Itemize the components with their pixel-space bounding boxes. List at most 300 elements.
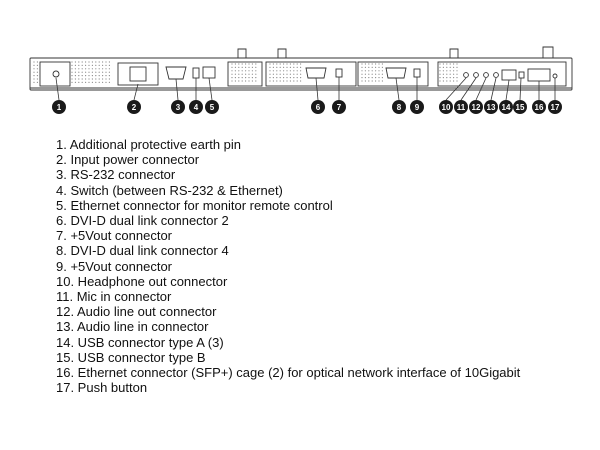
vent-dot	[248, 77, 249, 78]
vent-dot	[105, 61, 106, 62]
callout-9	[410, 77, 424, 114]
vent-dot	[255, 80, 256, 81]
vent-dot	[231, 74, 232, 75]
vent-dot	[245, 77, 246, 78]
vent-dot	[85, 82, 86, 83]
vent-dot	[290, 74, 291, 75]
vent-dot	[283, 74, 284, 75]
vent-dot	[252, 80, 253, 81]
vent-dot	[231, 67, 232, 68]
vent-dot	[71, 75, 72, 76]
vent-dot	[280, 70, 281, 71]
vent-dot	[450, 80, 451, 81]
vent-dot	[255, 74, 256, 75]
vent-dot	[276, 80, 277, 81]
vent-dot	[105, 75, 106, 76]
vent-dot	[78, 68, 79, 69]
callout-5	[205, 78, 219, 114]
callout-number-12: 12	[471, 103, 481, 112]
callout-number-10: 10	[441, 103, 451, 112]
vent-dot	[33, 68, 34, 69]
vent-dot	[235, 80, 236, 81]
vent-dot	[109, 61, 110, 62]
vent-dot	[109, 75, 110, 76]
vent-dot	[95, 75, 96, 76]
vent-dot	[37, 78, 38, 79]
legend-item-11: 11. Mic in connector	[56, 289, 172, 305]
earth-pin	[53, 71, 59, 77]
vent-dot	[238, 70, 239, 71]
headphone-jack	[464, 73, 469, 78]
vent-dot	[368, 74, 369, 75]
vent-dot	[88, 65, 89, 66]
vent-dot	[238, 63, 239, 64]
vent-dot	[269, 74, 270, 75]
vent-dot	[245, 63, 246, 64]
vent-dot	[75, 82, 76, 83]
vent-dot	[37, 72, 38, 73]
vent-dot	[242, 63, 243, 64]
vent-dot	[102, 82, 103, 83]
vent-dot	[361, 74, 362, 75]
legend-item-1: 1. Additional protective earth pin	[56, 137, 242, 152]
callout-number-15: 15	[515, 103, 525, 112]
vent-dot	[231, 63, 232, 64]
vent-dot	[82, 82, 83, 83]
vent-dot	[293, 67, 294, 68]
vent-dot	[269, 70, 270, 71]
vent-dot	[453, 74, 454, 75]
vent-dot	[75, 61, 76, 62]
vent-dot	[297, 74, 298, 75]
push-button	[553, 74, 557, 78]
callout-leader-2	[134, 84, 138, 100]
vent-dot	[446, 80, 447, 81]
legend-item-17: 17. Push button	[56, 380, 148, 396]
callout-number-13: 13	[486, 103, 496, 112]
vent-dot	[372, 70, 373, 71]
vent-dot	[105, 78, 106, 79]
vent-dot	[82, 61, 83, 62]
legend-item-16: 16. Ethernet connector (SFP+) cage (2) for optical network interface of 10Gigabit	[56, 365, 521, 381]
vent-dot	[361, 63, 362, 64]
vent-dot	[273, 70, 274, 71]
mode-switch	[193, 68, 199, 78]
vent-dot	[269, 80, 270, 81]
vent-dot	[290, 77, 291, 78]
vent-dot	[248, 70, 249, 71]
callout-leader-1	[56, 78, 59, 100]
vent-dot	[456, 67, 457, 68]
vent-dot	[109, 82, 110, 83]
vent-dot	[273, 74, 274, 75]
vent-dot	[95, 61, 96, 62]
vent-dot	[95, 82, 96, 83]
vent-dot	[453, 77, 454, 78]
vent-dot	[293, 77, 294, 78]
vent-dot	[273, 67, 274, 68]
vent-dot	[102, 65, 103, 66]
vent-dot	[453, 80, 454, 81]
vent-dot	[235, 63, 236, 64]
vent-dot	[95, 68, 96, 69]
vent-dot	[99, 65, 100, 66]
vent-dot	[105, 72, 106, 73]
vent-dot	[365, 63, 366, 64]
rs232-connector	[166, 67, 186, 79]
callout-number-17: 17	[550, 103, 560, 112]
vent-dot	[92, 72, 93, 73]
callout-1	[52, 78, 66, 114]
vent-dot	[378, 80, 379, 81]
vent-dot	[71, 68, 72, 69]
vent-dot	[382, 67, 383, 68]
vent-dot	[368, 70, 369, 71]
vent-dot	[88, 75, 89, 76]
vent-dot	[368, 77, 369, 78]
vent-dot	[276, 74, 277, 75]
vent-dot	[372, 63, 373, 64]
vent-dot	[280, 67, 281, 68]
vent-dot	[33, 65, 34, 66]
vent-dot	[365, 67, 366, 68]
vent-dot	[269, 63, 270, 64]
vent-dot	[443, 70, 444, 71]
vent-dot	[238, 80, 239, 81]
vent-dot	[443, 74, 444, 75]
vent-dot	[255, 67, 256, 68]
vent-dot	[252, 74, 253, 75]
vent-dot	[283, 70, 284, 71]
vent-dot	[439, 70, 440, 71]
vent-dot	[297, 77, 298, 78]
vent-dot	[109, 68, 110, 69]
vent-dot	[109, 78, 110, 79]
vent-dot	[37, 65, 38, 66]
vent-dot	[283, 77, 284, 78]
legend-item-15: 15. USB connector type B	[56, 349, 206, 365]
vent-dot	[105, 82, 106, 83]
vent-dot	[235, 70, 236, 71]
mount-tab-far-right	[543, 47, 553, 58]
vent-dot	[293, 74, 294, 75]
vent-dot	[75, 68, 76, 69]
vent-dot	[85, 65, 86, 66]
vent-dot	[242, 70, 243, 71]
callout-number-5: 5	[209, 103, 215, 112]
vent-dot	[375, 67, 376, 68]
vent-dot	[290, 80, 291, 81]
vent-dot	[361, 77, 362, 78]
vent-dot	[99, 68, 100, 69]
vent-dot	[88, 72, 89, 73]
dvi-module-1	[266, 62, 356, 86]
callout-number-3: 3	[175, 103, 181, 112]
vent-dot	[368, 67, 369, 68]
callout-number-8: 8	[396, 103, 402, 112]
callout-number-14: 14	[501, 103, 511, 112]
vent-dot	[248, 80, 249, 81]
callout-7	[332, 77, 346, 114]
vent-dot	[280, 74, 281, 75]
vent-dot	[273, 63, 274, 64]
vent-dot	[443, 80, 444, 81]
vent-dot	[242, 77, 243, 78]
vent-dot	[382, 70, 383, 71]
vent-dot	[290, 63, 291, 64]
vent-dot	[293, 63, 294, 64]
vent-dot	[255, 77, 256, 78]
mount-tab-center	[278, 49, 286, 58]
vent-dot	[71, 61, 72, 62]
vent-dot	[102, 78, 103, 79]
callout-4	[189, 78, 203, 114]
vent-dot	[242, 80, 243, 81]
vent-dot	[78, 82, 79, 83]
vent-dot	[286, 74, 287, 75]
callout-leader-6	[316, 78, 318, 100]
vent-dot	[99, 75, 100, 76]
legend-item-6: 6. DVI-D dual link connector 2	[56, 213, 229, 229]
legend-item-14: 14. USB connector type A (3)	[56, 334, 224, 350]
vent-dot	[242, 67, 243, 68]
callout-number-11: 11	[456, 103, 466, 112]
vent-dot	[99, 72, 100, 73]
vent-dot	[102, 61, 103, 62]
vent-dot	[248, 74, 249, 75]
legend-item-12: 12. Audio line out connector	[56, 304, 217, 320]
vent-dot	[450, 77, 451, 78]
vent-dot	[286, 63, 287, 64]
vent-dot	[37, 82, 38, 83]
vent-dot	[92, 61, 93, 62]
vent-dot	[450, 70, 451, 71]
vent-dot	[99, 82, 100, 83]
vent-dot	[300, 74, 301, 75]
vent-dot	[78, 72, 79, 73]
vent-dot	[280, 63, 281, 64]
usb-5v-port-1	[336, 69, 342, 77]
vent-dot	[439, 80, 440, 81]
mount-tab-right	[450, 49, 458, 58]
vent-dot	[82, 68, 83, 69]
vent-dot	[78, 65, 79, 66]
vent-dot	[33, 72, 34, 73]
vent-dot	[75, 72, 76, 73]
vent-dot	[33, 78, 34, 79]
vent-dot	[85, 72, 86, 73]
usb-a-ports	[502, 70, 516, 80]
vent-dot	[297, 63, 298, 64]
vent-dot	[71, 78, 72, 79]
vent-dot	[248, 63, 249, 64]
callout-6	[311, 78, 325, 114]
vent-dot	[235, 77, 236, 78]
legend-item-4: 4. Switch (between RS-232 & Ethernet)	[56, 182, 283, 198]
vent-dot	[286, 70, 287, 71]
mount-tab-left	[238, 49, 246, 58]
vent-dot	[365, 77, 366, 78]
vent-dot	[92, 78, 93, 79]
vent-dot	[300, 77, 301, 78]
vent-dot	[245, 80, 246, 81]
vent-dot	[382, 74, 383, 75]
vent-dot	[378, 67, 379, 68]
vent-dot	[280, 77, 281, 78]
vent-dot	[92, 68, 93, 69]
vent-dot	[78, 75, 79, 76]
mic-jack	[474, 73, 479, 78]
vent-dot	[242, 74, 243, 75]
vent-dot	[439, 74, 440, 75]
vent-dot	[33, 82, 34, 83]
vent-dot	[109, 72, 110, 73]
callout-leader-13	[491, 78, 496, 100]
vent-dot	[375, 74, 376, 75]
vent-dot	[245, 70, 246, 71]
vent-dot	[365, 74, 366, 75]
vent-dot	[439, 63, 440, 64]
vent-dot	[235, 67, 236, 68]
vent-dot	[300, 80, 301, 81]
vent-dot	[456, 63, 457, 64]
callout-number-2: 2	[131, 103, 137, 112]
vent-dot	[88, 68, 89, 69]
vent-dot	[450, 67, 451, 68]
vent-dot	[37, 75, 38, 76]
vent-dot	[252, 63, 253, 64]
vent-dot	[105, 68, 106, 69]
vent-dot	[300, 63, 301, 64]
vent-dot	[71, 72, 72, 73]
vent-dot	[92, 65, 93, 66]
legend-item-13: 13. Audio line in connector	[56, 319, 209, 335]
callout-number-16: 16	[534, 103, 544, 112]
vent-dot	[88, 82, 89, 83]
callout-15	[513, 78, 527, 114]
callout-leader-5	[209, 78, 212, 100]
vent-dot	[300, 70, 301, 71]
vent-dot	[99, 61, 100, 62]
dvi-connector-2	[306, 68, 326, 78]
vent-dot	[378, 63, 379, 64]
vent-dot	[99, 78, 100, 79]
legend-item-2: 2. Input power connector	[56, 152, 200, 168]
vent-dot	[450, 74, 451, 75]
vent-dot	[375, 70, 376, 71]
vent-dot	[375, 63, 376, 64]
callout-8	[392, 78, 406, 114]
usb-b-port	[519, 72, 524, 78]
vent-dot	[85, 61, 86, 62]
legend-item-8: 8. DVI-D dual link connector 4	[56, 243, 229, 259]
legend-item-9: 9. +5Vout connector	[56, 258, 173, 274]
vent-dot	[443, 67, 444, 68]
vent-dot	[378, 74, 379, 75]
vent-dot	[286, 67, 287, 68]
vent-dot	[372, 80, 373, 81]
vent-dot	[75, 65, 76, 66]
vent-dot	[269, 77, 270, 78]
vent-dot	[33, 75, 34, 76]
component-legend	[56, 137, 520, 395]
vent-dot	[300, 67, 301, 68]
callout-leader-8	[396, 78, 399, 100]
vent-dot	[245, 74, 246, 75]
line-out-jack	[484, 73, 489, 78]
vent-dot	[286, 77, 287, 78]
vent-dot	[82, 78, 83, 79]
vent-dot	[92, 82, 93, 83]
callout-number-9: 9	[414, 103, 420, 112]
vent-block	[228, 62, 262, 86]
vent-dot	[443, 77, 444, 78]
vent-dot	[382, 77, 383, 78]
vent-dot	[245, 67, 246, 68]
vent-dot	[456, 74, 457, 75]
vent-dot	[365, 70, 366, 71]
vent-dot	[102, 72, 103, 73]
vent-dot	[78, 61, 79, 62]
vent-dot	[33, 61, 34, 62]
vent-dot	[372, 74, 373, 75]
vent-dot	[255, 63, 256, 64]
power-inlet	[118, 63, 158, 85]
vent-dot	[85, 78, 86, 79]
vent-dot	[293, 80, 294, 81]
callout-2	[127, 84, 141, 114]
callout-17	[548, 78, 562, 114]
vent-dot	[382, 80, 383, 81]
vent-dot	[238, 77, 239, 78]
vent-dot	[375, 80, 376, 81]
vent-dot	[456, 80, 457, 81]
callout-number-6: 6	[315, 103, 321, 112]
vent-dot	[252, 77, 253, 78]
vent-dot	[105, 65, 106, 66]
vent-dot	[231, 80, 232, 81]
vent-dot	[75, 78, 76, 79]
vent-dot	[102, 68, 103, 69]
vent-dot	[456, 77, 457, 78]
vent-dot	[439, 67, 440, 68]
usb-5v-port-2	[414, 69, 420, 77]
callout-number-4: 4	[193, 103, 199, 112]
vent-dot	[290, 70, 291, 71]
vent-dot	[252, 67, 253, 68]
vent-dot	[71, 65, 72, 66]
vent-dot	[365, 80, 366, 81]
callout-12	[469, 78, 486, 114]
vent-dot	[293, 70, 294, 71]
rear-panel-diagram	[0, 0, 600, 125]
vent-dot	[85, 68, 86, 69]
vent-dot	[71, 82, 72, 83]
vent-dot	[443, 63, 444, 64]
vent-dot	[248, 67, 249, 68]
vent-dot	[231, 77, 232, 78]
vent-dot	[375, 77, 376, 78]
vent-dot	[75, 75, 76, 76]
vent-dot	[273, 77, 274, 78]
vent-dot	[283, 80, 284, 81]
vent-dot	[82, 75, 83, 76]
vent-dot	[102, 75, 103, 76]
earth-pin-module	[40, 62, 70, 86]
vent-dot	[255, 70, 256, 71]
vent-dot	[273, 80, 274, 81]
vent-dot	[276, 70, 277, 71]
